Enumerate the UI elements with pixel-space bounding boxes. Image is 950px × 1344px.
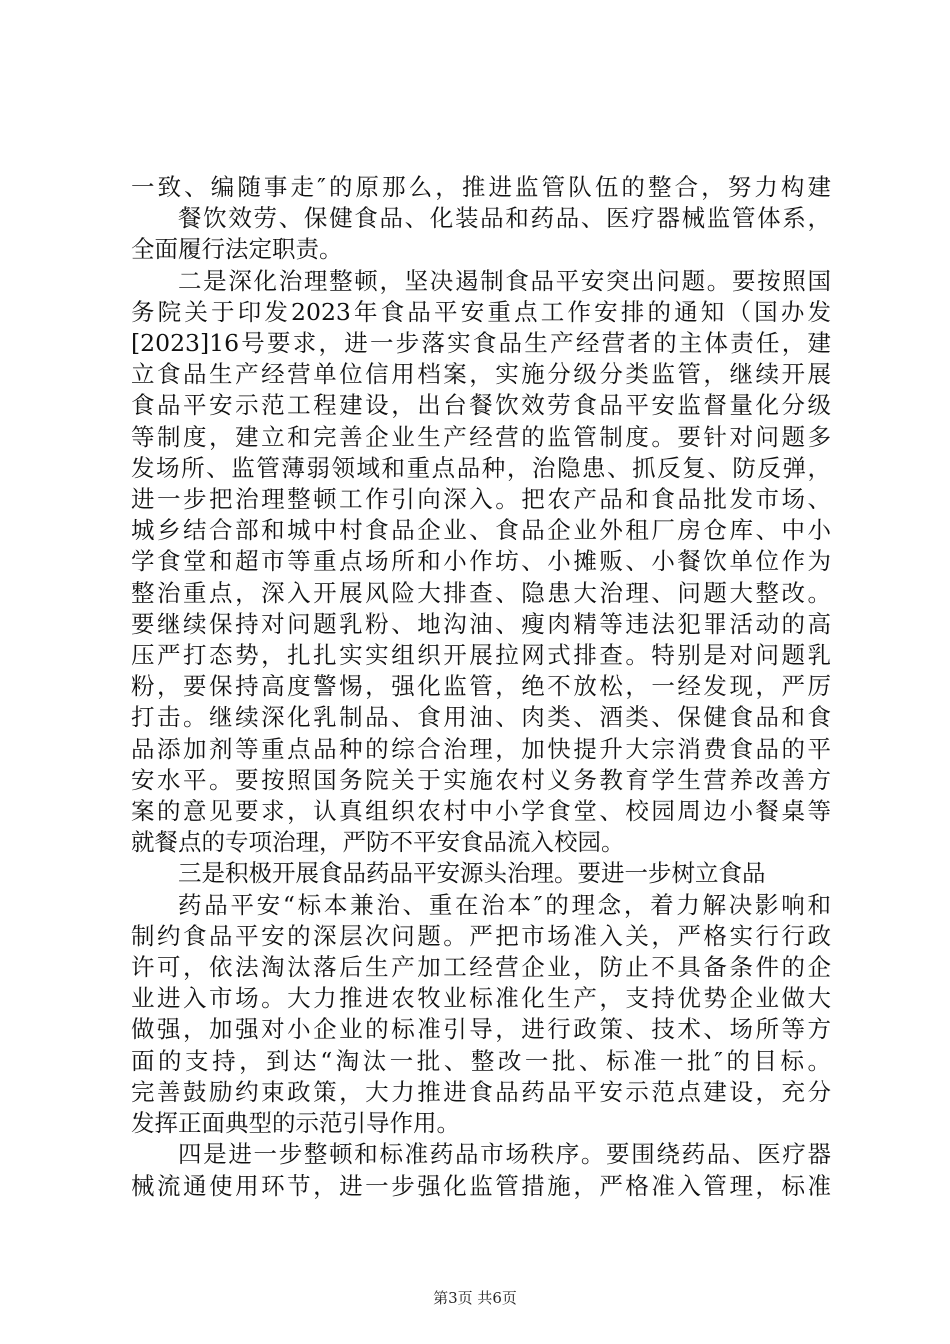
text-line: 发场所、监管薄弱领域和重点品种，治隐患、抓反复、防反弹， bbox=[131, 453, 831, 482]
text-line: 业进入市场。大力推进农牧业标准化生产，支持优势企业做大 bbox=[131, 984, 831, 1013]
text-line: 三是积极开展食品药品平安源头治理。要进一步树立食品 bbox=[178, 859, 766, 888]
text-line: 压严打态势，扎扎实实组织开展拉网式排查。特别是对问题乳 bbox=[131, 641, 831, 670]
text-line: 四是进一步整顿和标准药品市场秩序。要围绕药品、医疗器 bbox=[178, 1140, 831, 1169]
text-line: 要继续保持对问题乳粉、地沟油、瘦肉精等违法犯罪活动的高 bbox=[131, 609, 831, 638]
text-line: 打击。继续深化乳制品、食用油、肉类、酒类、保健食品和食 bbox=[131, 703, 831, 732]
text-line: 等制度，建立和完善企业生产经营的监管制度。要针对问题多 bbox=[131, 422, 831, 451]
text-line: 二是深化治理整顿，坚决遏制食品平安突出问题。要按照国 bbox=[178, 266, 831, 295]
text-line: 城乡结合部和城中村食品企业、食品企业外租厂房仓库、中小 bbox=[131, 516, 831, 545]
text-line: 餐饮效劳、保健食品、化装品和药品、医疗器械监管体系， bbox=[178, 204, 831, 233]
text-line: [2023]16号要求，进一步落实食品生产经营者的主体责任，建 bbox=[131, 329, 831, 358]
text-line: 品添加剂等重点品种的综合治理，加快提升大宗消费食品的平 bbox=[131, 734, 831, 763]
text-line: 就餐点的专项治理，严防不平安食品流入校园。 bbox=[131, 828, 625, 857]
text-line: 许可，依法淘汰落后生产加工经营企业，防止不具备条件的企 bbox=[131, 953, 831, 982]
text-line: 全面履行法定职责。 bbox=[131, 235, 343, 264]
text-line: 做强，加强对小企业的标准引导，进行政策、技术、场所等方 bbox=[131, 1015, 831, 1044]
text-line: 案的意见要求，认真组织农村中小学食堂、校园周边小餐桌等 bbox=[131, 797, 831, 826]
document-body bbox=[131, 172, 831, 1202]
text-line: 整治重点，深入开展风险大排查、隐患大治理、问题大整改。 bbox=[131, 578, 831, 607]
text-line: 安水平。要按照国务院关于实施农村义务教育学生营养改善方 bbox=[131, 765, 831, 794]
text-line: 药品平安“标本兼治、重在治本″的理念，着力解决影响和 bbox=[178, 890, 831, 919]
text-line: 完善鼓励约束政策，大力推进食品药品平安示范点建设，充分 bbox=[131, 1077, 831, 1106]
text-line: 发挥正面典型的示范引导作用。 bbox=[131, 1109, 460, 1138]
text-line: 学食堂和超市等重点场所和小作坊、小摊贩、小餐饮单位作为 bbox=[131, 547, 831, 576]
page-footer: 第3页 共6页 bbox=[433, 1289, 517, 1307]
text-line: 一致、编随事走″的原那么，推进监管队伍的整合，努力构建 bbox=[131, 173, 831, 201]
text-line: 食品平安示范工程建设，出台餐饮效劳食品平安监督量化分级 bbox=[131, 391, 831, 420]
text-line: 械流通使用环节，进一步强化监管措施，严格准入管理，标准 bbox=[131, 1171, 831, 1200]
text-line: 制约食品平安的深层次问题。严把市场准入关，严格实行行政 bbox=[131, 921, 831, 950]
text-line: 务院关于印发2023年食品平安重点工作安排的通知（国办发 bbox=[131, 297, 831, 326]
text-line: 粉，要保持高度警惕，强化监管，绝不放松，一经发现，严厉 bbox=[131, 672, 831, 701]
text-line: 立食品生产经营单位信用档案，实施分级分类监管，继续开展 bbox=[131, 360, 831, 389]
text-line: 面的支持，到达“淘汰一批、整改一批、标准一批″的目标。 bbox=[131, 1046, 831, 1075]
text-line: 进一步把治理整顿工作引向深入。把农产品和食品批发市场、 bbox=[131, 485, 831, 514]
